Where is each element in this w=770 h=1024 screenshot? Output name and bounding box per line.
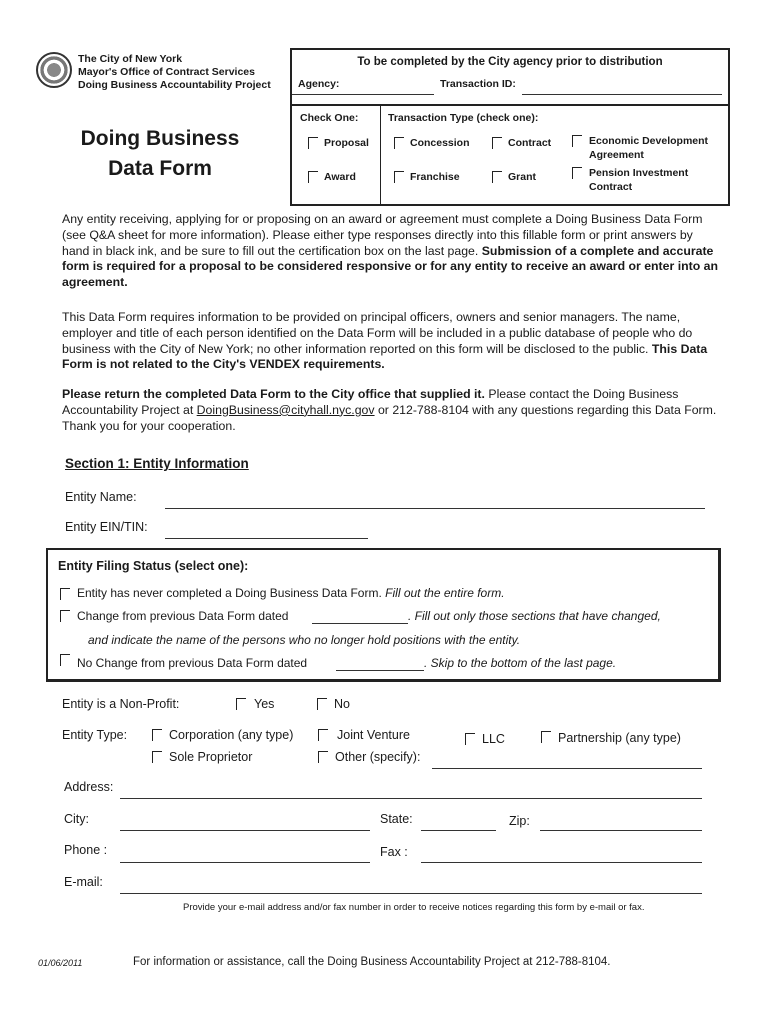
other-label: Other (specify): — [335, 750, 421, 764]
llc-checkbox[interactable] — [465, 733, 475, 745]
form-title-line: Data Form — [108, 157, 212, 180]
filing-status-title: Entity Filing Status (select one): — [58, 559, 249, 573]
form-title — [60, 124, 260, 184]
form-version-date: 01/06/2011 — [38, 958, 83, 968]
zip-label: Zip: — [509, 814, 530, 828]
nyc-seal-logo — [36, 52, 72, 88]
joint-venture-checkbox[interactable] — [318, 729, 328, 741]
pension-investment-label: Pension Investment — [589, 167, 689, 179]
grant-label: Grant — [508, 171, 537, 183]
concession-label: Concession — [410, 137, 470, 149]
change-label: Change from previous Data Form dated — [77, 609, 289, 623]
transaction-type-box — [290, 106, 730, 206]
economic-development-checkbox[interactable] — [572, 135, 582, 147]
no-change-note: . Skip to the bottom of the last page. — [424, 656, 617, 670]
agency-line: The City of New York — [78, 53, 183, 65]
nonprofit-no-label: No — [334, 697, 350, 711]
intro-text: Please contact the Doing Business Accountability Project at — [62, 387, 679, 417]
nonprofit-label: Entity is a Non-Profit: — [62, 697, 180, 711]
agency-line: Mayor's Office of Contract Services — [78, 66, 255, 78]
box-divider — [380, 106, 381, 204]
email-field[interactable] — [120, 893, 702, 894]
intro-bold: Please return the completed Data Form to the City office that supplied it. — [62, 387, 485, 401]
section-1-title: Section 1: Entity Information — [65, 456, 249, 471]
city-label: City: — [64, 812, 89, 826]
other-checkbox[interactable] — [318, 751, 328, 763]
check-one-label: Check One: — [300, 112, 359, 124]
email-link[interactable]: DoingBusiness@cityhall.nyc.gov — [196, 402, 375, 417]
zip-field[interactable] — [540, 830, 702, 831]
entity-name-field[interactable] — [165, 508, 705, 509]
award-label: Award — [324, 171, 356, 183]
phone-label: Phone : — [64, 843, 108, 857]
franchise-label: Franchise — [410, 171, 460, 183]
agency-field[interactable] — [292, 94, 434, 95]
economic-development-label: Agreement — [589, 149, 644, 161]
form-title-line: Doing Business — [80, 127, 240, 150]
other-specify-field[interactable] — [432, 768, 702, 769]
pension-investment-label: Contract — [589, 181, 633, 193]
state-label: State: — [380, 812, 413, 826]
proposal-label: Proposal — [324, 137, 369, 149]
address-field[interactable] — [120, 798, 702, 799]
intro-text: Any entity receiving, applying for or proposing on an award or agreement must complete a Doing Business Data Form (see Q&A sheet for more information). Please either type responses directly into this fillable form or print answers by hand in black ink, and be sure to fill out the certification box on the last page. — [62, 212, 703, 258]
corporation-label: Corporation (any type) — [169, 728, 294, 742]
nonprofit-no-checkbox[interactable] — [317, 698, 327, 710]
status-text: Entity has never completed a Doing Business Data Form. — [77, 586, 382, 600]
sole-proprietor-checkbox[interactable] — [152, 751, 162, 763]
no-change-checkbox[interactable] — [60, 654, 70, 666]
city-field[interactable] — [120, 830, 370, 831]
footer-contact: For information or assistance, call the Doing Business Accountability Project at 212-788-8104. — [133, 956, 611, 968]
award-checkbox[interactable] — [308, 171, 318, 183]
transaction-type-label: Transaction Type (check one): — [388, 112, 539, 124]
concession-checkbox[interactable] — [394, 137, 404, 149]
intro-bold: This Data Form is not related to the City's VENDEX requirements. — [62, 341, 708, 372]
email-label: E-mail: — [64, 875, 103, 889]
sole-proprietor-label: Sole Proprietor — [169, 750, 253, 764]
phone-field[interactable] — [120, 862, 370, 863]
intro-text: or 212-788-8104 with any questions regarding this Data Form. Thank you for your cooperation. — [62, 402, 717, 433]
issuing-agency — [78, 53, 271, 92]
partnership-checkbox[interactable] — [541, 731, 551, 743]
pension-investment-checkbox[interactable] — [572, 167, 582, 179]
change-date-field[interactable] — [312, 623, 408, 624]
fax-label: Fax : — [380, 845, 408, 859]
corporation-checkbox[interactable] — [152, 729, 162, 741]
change-checkbox[interactable] — [60, 610, 70, 622]
agency-use-box — [290, 48, 730, 106]
contract-checkbox[interactable] — [492, 137, 502, 149]
intro-paragraph-3 — [62, 387, 722, 434]
llc-label: LLC — [482, 732, 505, 746]
joint-venture-label: Joint Venture — [337, 728, 410, 742]
entity-name-label: Entity Name: — [65, 490, 137, 504]
email-note: Provide your e-mail address and/or fax number in order to receive notices regarding this form by e-mail or fax. — [183, 902, 645, 913]
partnership-label: Partnership (any type) — [558, 731, 681, 745]
address-label: Address: — [64, 780, 114, 794]
no-change-label: No Change from previous Data Form dated — [77, 656, 308, 670]
fax-field[interactable] — [421, 862, 702, 863]
agency-label: Agency: — [298, 78, 340, 90]
change-note-continued: and indicate the name of the persons who no longer hold positions with the entity. — [88, 633, 521, 647]
entity-ein-label: Entity EIN/TIN: — [65, 520, 148, 534]
agency-line: Doing Business Accountability Project — [78, 79, 271, 91]
never-completed-checkbox[interactable] — [60, 588, 70, 600]
franchise-checkbox[interactable] — [394, 171, 404, 183]
state-field[interactable] — [421, 830, 496, 831]
intro-paragraph-1 — [62, 212, 722, 291]
no-change-date-field[interactable] — [336, 670, 424, 671]
intro-text: This Data Form requires information to be provided on principal officers, owners and senior managers. The name, employer and title of each person identified on the Data Form will be included in a public database of people who do business with the City of New York; no other information reported on this form will be disclosed to the public. — [62, 310, 693, 356]
change-note: . Fill out only those sections that have changed, — [408, 609, 661, 623]
entity-ein-field[interactable] — [165, 538, 368, 539]
intro-paragraph-2 — [62, 310, 722, 373]
grant-checkbox[interactable] — [492, 171, 502, 183]
transaction-id-field[interactable] — [522, 94, 722, 95]
transaction-id-label: Transaction ID: — [440, 78, 516, 90]
proposal-checkbox[interactable] — [308, 137, 318, 149]
entity-type-label: Entity Type: — [62, 728, 128, 742]
contract-label: Contract — [508, 137, 552, 149]
nonprofit-yes-checkbox[interactable] — [236, 698, 246, 710]
economic-development-label: Economic Development — [589, 135, 709, 147]
status-note: Fill out the entire form. — [385, 586, 505, 600]
agency-box-title: To be completed by the City agency prior to distribution — [357, 56, 663, 68]
never-completed-label — [77, 586, 505, 600]
filing-status-box — [46, 548, 721, 682]
intro-bold: Submission of a complete and accurate form is required for a proposal to be considered responsive or for any entity to receive an award or enter into an agreement. — [62, 243, 718, 290]
nonprofit-yes-label: Yes — [254, 697, 275, 711]
